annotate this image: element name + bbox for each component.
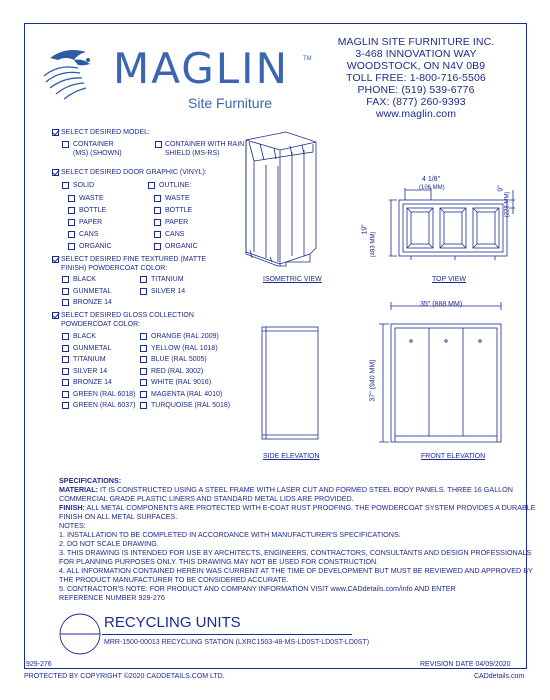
- matte-gunmetal-checkbox[interactable]: [62, 288, 69, 295]
- solid-paper-label: PAPER: [79, 219, 103, 226]
- gloss-col1-checkbox-5[interactable]: [62, 391, 69, 398]
- isometric-view-drawing: [240, 130, 320, 268]
- outline-waste-label: WASTE: [165, 195, 190, 202]
- gloss-col2-checkbox-4[interactable]: [140, 379, 147, 386]
- dim-19-mm: (483 MM): [370, 231, 377, 258]
- note-4-cont: THE PRODUCT MANUFACTURER TO BE CONSIDERED ACCURATE.: [59, 575, 289, 584]
- reference-number: 929-276: [26, 661, 52, 668]
- logo-subtitle: Site Furniture: [188, 95, 273, 111]
- solid-checkbox[interactable]: [62, 182, 69, 189]
- solid-organic-checkbox[interactable]: [68, 243, 75, 250]
- dim-19: 19": [361, 224, 369, 235]
- graphic-heading: SELECT DESIRED DOOR GRAPHIC (VINYL):: [61, 169, 207, 176]
- note-1: 1. INSTALLATION TO BE COMPLETED IN ACCORDANCE WITH MANUFACTURER'S SPECIFICATIONS.: [59, 530, 401, 539]
- gloss-col1-label-2: TITANIUM: [73, 356, 106, 363]
- gloss-col2-label-1: YELLOW (RAL 1018): [151, 344, 218, 352]
- note-2: 2. DO NOT SCALE DRAWING.: [59, 539, 159, 548]
- matte-checkbox[interactable]: [52, 256, 59, 263]
- model-checkbox[interactable]: [52, 129, 59, 136]
- solid-label: SOLID: [73, 182, 95, 189]
- website: www.maglin.com: [375, 108, 457, 120]
- outline-organic-label: ORGANIC: [165, 243, 198, 250]
- solid-waste-label: WASTE: [79, 195, 104, 202]
- gloss-checkbox[interactable]: [52, 312, 59, 319]
- side-elevation-label: SIDE ELEVATION: [263, 453, 320, 460]
- gloss-col1-label-3: SILVER 14: [73, 367, 108, 375]
- outline-waste-checkbox[interactable]: [154, 195, 161, 202]
- side-elevation-drawing: [258, 325, 320, 445]
- revision-date: REVISION DATE 04/09/2020: [420, 661, 511, 668]
- gloss-col1-checkbox-4[interactable]: [62, 379, 69, 386]
- matte-silver-label: SILVER 14: [151, 288, 186, 295]
- solid-bottle-label: BOTTLE: [79, 207, 107, 214]
- top-view-label: TOP VIEW: [432, 276, 466, 283]
- matte-gunmetal-label: GUNMETAL: [73, 288, 112, 295]
- dim-35: 35" (888 MM): [420, 301, 463, 308]
- outline-paper-checkbox[interactable]: [154, 219, 161, 226]
- outline-label: OUTLINE:: [159, 182, 192, 189]
- gloss-col1-checkbox-6[interactable]: [62, 402, 69, 409]
- material-line-2: COMMERCIAL GRADE PLASTIC LINERS AND STANDARD METAL LIDS ARE PROVIDED.: [59, 494, 354, 503]
- gloss-col1-label-1: GUNMETAL: [73, 344, 112, 352]
- matte-bronze-checkbox[interactable]: [62, 299, 69, 306]
- gloss-col2-label-2: BLUE (RAL 5005): [151, 356, 207, 363]
- solid-bottle-checkbox[interactable]: [68, 207, 75, 214]
- note-4: 4. ALL INFORMATION CONTAINED HEREIN WAS CURRENT AT THE TIME OF DEVELOPMENT BUT MUST BE REVIEWED AND APPROVED BY: [59, 566, 533, 575]
- solid-paper-checkbox[interactable]: [68, 219, 75, 226]
- maglin-bird-logo-icon: [38, 38, 106, 106]
- matte-black-label: BLACK: [73, 276, 96, 283]
- city: WOODSTOCK, ON N4V 0B9: [346, 60, 486, 72]
- outline-organic-checkbox[interactable]: [154, 243, 161, 250]
- container-rs-checkbox[interactable]: [155, 141, 162, 148]
- outline-bottle-checkbox[interactable]: [154, 207, 161, 214]
- gloss-col1-checkbox-2[interactable]: [62, 356, 69, 363]
- gloss-col2-checkbox-1[interactable]: [140, 345, 147, 352]
- outline-cans-checkbox[interactable]: [154, 231, 161, 238]
- fax: FAX: (877) 260-9393: [366, 96, 466, 108]
- dim-4-1-8: 4 1/8": [422, 176, 441, 183]
- dim-4-1-8-mm: (106 MM): [419, 185, 445, 191]
- solid-cans-label: CANS: [79, 231, 99, 238]
- trademark-mark: TM: [303, 56, 312, 62]
- outline-checkbox[interactable]: [148, 182, 155, 189]
- title-symbol-icon: [58, 612, 102, 656]
- solid-organic-label: ORGANIC: [79, 243, 112, 250]
- container-ms-label: CONTAINER (MS) (SHOWN): [73, 141, 122, 157]
- note-3: 3. THIS DRAWING IS INTENDED FOR USE BY ARCHITECTS, ENGINEERS, CONTRACTORS, CONSULTANTS AND DESIGN PROFESSIONALS: [59, 548, 532, 557]
- logo-wordmark: MAGLIN: [113, 44, 289, 93]
- outline-paper-label: PAPER: [165, 219, 189, 226]
- isometric-view-label: ISOMETRIC VIEW: [263, 276, 322, 283]
- gloss-col2-label-5: MAGENTA (RAL 4010): [151, 390, 223, 398]
- front-elevation-drawing: [365, 300, 515, 450]
- gloss-col1-checkbox-1[interactable]: [62, 345, 69, 352]
- gloss-col2-label-3: RED (RAL 3002): [151, 367, 204, 375]
- company-name: MAGLIN SITE FURNITURE INC.: [337, 36, 495, 48]
- note-3-cont: FOR PLANNING PURPOSES ONLY. THIS DRAWING MAY NOT BE USED FOR CONSTRUCTION.: [59, 557, 379, 566]
- spec-heading: SPECIFICATIONS:: [59, 476, 122, 485]
- outline-bottle-label: BOTTLE: [165, 207, 193, 214]
- finish-line-1: FINISH: ALL METAL COMPONENTS ARE PROTECTED WITH E-COAT RUST PROOFING. THE POWDERCOAT SYSTEM PROVIDES A DURABLE: [59, 503, 536, 512]
- material-line-1: MATERIAL: IT IS CONSTRUCTED USING A STEEL FRAME WITH LASER CUT AND FORMED STEEL BODY PANELS. THREE 16 GALLON: [59, 485, 513, 494]
- gloss-col1-label-4: BRONZE 14: [73, 379, 112, 386]
- gloss-col1-checkbox-0[interactable]: [62, 333, 69, 340]
- specifications: [59, 476, 536, 602]
- company-address: [316, 36, 516, 120]
- matte-heading: SELECT DESIRED FINE TEXTURED (MATTE FINISH) POWDERCOAT COLOR:: [61, 256, 207, 272]
- drawing-subtitle: MRR-1500-00013 RECYCLING STATION (LXRC1503-48-MS-LD0ST-LD0ST-LD0ST): [104, 639, 370, 646]
- note-5-cont: REFERENCE NUMBER 929-276: [59, 593, 165, 602]
- gloss-col1-label-0: BLACK: [73, 333, 96, 340]
- finish-line-2: FINISH ON ALL METAL SURFACES.: [59, 512, 178, 521]
- note-5: 5. CONTRACTOR'S NOTE: FOR PRODUCT AND COMPANY INFORMATION VISIT www.CADdetails.com/info AND ENTER: [59, 584, 456, 593]
- dim-9-mm: (228 MM): [504, 191, 511, 218]
- gloss-col2-checkbox-6[interactable]: [140, 402, 147, 409]
- cad-details-link[interactable]: CADdetails.com: [474, 673, 525, 680]
- model-heading: SELECT DESIRED MODEL:: [61, 129, 150, 136]
- phone: PHONE: (519) 539-6776: [357, 84, 475, 96]
- solid-cans-checkbox[interactable]: [68, 231, 75, 238]
- gloss-col2-checkbox-3[interactable]: [140, 368, 147, 375]
- street: 3-468 INNOVATION WAY: [355, 48, 477, 60]
- solid-waste-checkbox[interactable]: [68, 195, 75, 202]
- gloss-col1-label-6: GREEN (RAL 6037): [73, 402, 136, 409]
- matte-bronze-label: BRONZE 14: [73, 299, 112, 306]
- copyright-notice: PROTECTED BY COPYRIGHT ©2020 CADDETAILS.COM LTD.: [24, 673, 225, 680]
- container-rs-label: CONTAINER WITH RAIN SHIELD (MS-RS): [165, 141, 245, 157]
- title-underline: [102, 634, 352, 635]
- gloss-col2-label-0: ORANGE (RAL 2009): [151, 333, 219, 340]
- gloss-col2-label-4: WHITE (RAL 9016): [151, 379, 212, 386]
- matte-silver-checkbox[interactable]: [140, 288, 147, 295]
- drawing-title: RECYCLING UNITS: [104, 614, 241, 631]
- matte-titanium-label: TITANIUM: [151, 276, 184, 283]
- dim-37: 37" (940 MM): [369, 359, 377, 402]
- dim-9: 9": [497, 185, 505, 192]
- graphic-checkbox[interactable]: [52, 169, 59, 176]
- outline-cans-label: CANS: [165, 231, 185, 238]
- gloss-col2-checkbox-0[interactable]: [140, 333, 147, 340]
- gloss-heading: SELECT DESIRED GLOSS COLLECTION POWDERCOAT COLOR:: [61, 312, 194, 328]
- matte-black-checkbox[interactable]: [62, 276, 69, 283]
- gloss-col1-label-5: GREEN (RAL 6018): [73, 390, 136, 398]
- toll-free: TOLL FREE: 1-800-716-5506: [346, 72, 486, 84]
- gloss-col1-checkbox-3[interactable]: [62, 368, 69, 375]
- gloss-col2-checkbox-5[interactable]: [140, 391, 147, 398]
- gloss-col2-checkbox-2[interactable]: [140, 356, 147, 363]
- gloss-col2-label-6: TURQUOISE (RAL 5018): [151, 402, 231, 409]
- matte-titanium-checkbox[interactable]: [140, 276, 147, 283]
- notes-heading: NOTES:: [59, 521, 86, 530]
- container-ms-checkbox[interactable]: [62, 141, 69, 148]
- front-elevation-label: FRONT ELEVATION: [421, 453, 486, 460]
